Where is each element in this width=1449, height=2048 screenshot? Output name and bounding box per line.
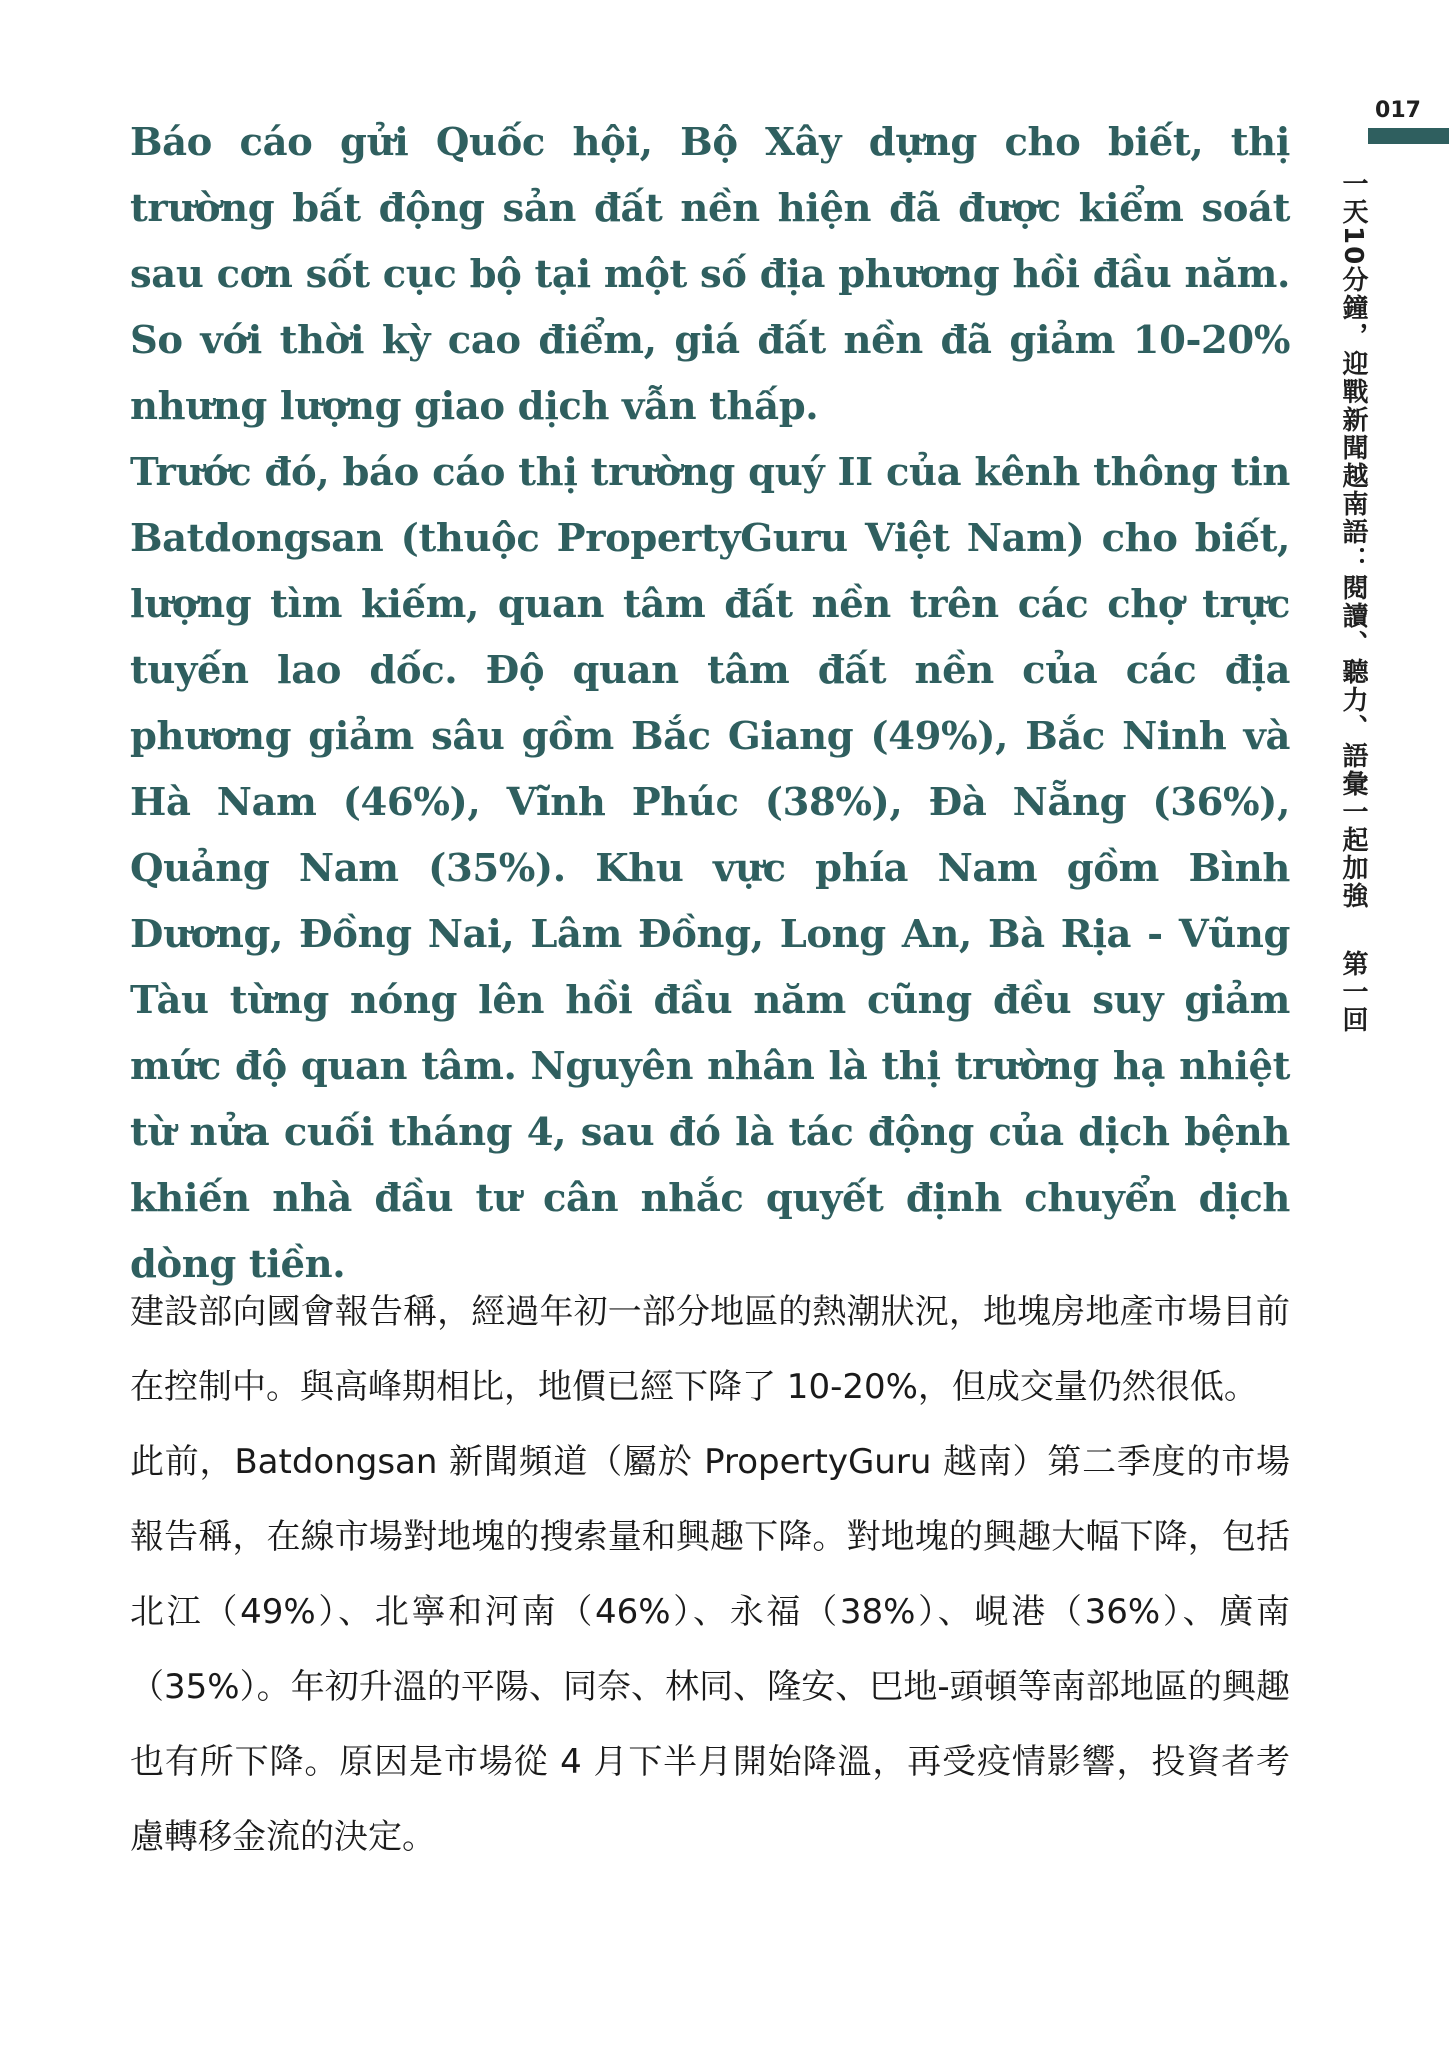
running-side-title xyxy=(1328,170,1378,1110)
chapter-label: 第一回 xyxy=(1338,950,1368,1035)
chinese-translation-block xyxy=(130,1275,1290,1875)
vietnamese-paragraph: Trước đó, báo cáo thị trường quý II của kênh thông tin Batdongsan (thuộc PropertyGuru Việt Nam) cho biết, lượng tìm kiếm, quan tâm đất nền trên các chợ trực tuyến lao dốc. Độ quan tâm đất nền của các địa phương giảm sâu gồm Bắc Giang (49%), Bắc Ninh và Hà Nam (46%), Vĩnh Phúc (38%), Đà Nẵng (36%), Quảng Nam (35%). Khu vực phía Nam gồm Bình Dương, Đồng Nai, Lâm Đồng, Long An, Bà Rịa - Vũng Tàu từng nóng lên hồi đầu năm cũng đều suy giảm mức độ quan tâm. Nguyên nhân là thị trường hạ nhiệt từ nửa cuối tháng 4, sau đó là tác động của dịch bệnh khiến nhà đầu tư cân nhắc quyết định chuyển dịch dòng tiền. xyxy=(130,450,1290,1287)
vietnamese-text-block xyxy=(130,110,1290,1298)
chapter-tab-bar xyxy=(1368,128,1449,144)
chinese-paragraph: 建設部向國會報告稱，經過年初一部分地區的熱潮狀況，地塊房地產市場目前在控制中。與高峰期相比，地價已經下降了 10-20%，但成交量仍然很低。 xyxy=(130,1292,1290,1407)
vietnamese-paragraph: Báo cáo gửi Quốc hội, Bộ Xây dựng cho biết, thị trường bất động sản đất nền hiện đã được kiểm soát sau cơn sốt cục bộ tại một số địa phương hồi đầu năm. So với thời kỳ cao điểm, giá đất nền đã giảm 10-20% nhưng lượng giao dịch vẫn thấp. xyxy=(130,120,1290,429)
chinese-paragraph: 此前，Batdongsan 新聞頻道（屬於 PropertyGuru 越南）第二季度的市場報告稱，在線市場對地塊的搜索量和興趣下降。對地塊的興趣大幅下降，包括北江（49%）、北寧和河南（46%）、永福（38%）、峴港（36%）、廣南（35%）。年初升溫的平陽、同奈、林同、隆安、巴地-頭頓等南部地區的興趣也有所下降。原因是市場從 4 月下半月開始降溫，再受疫情影響，投資者考慮轉移金流的決定。 xyxy=(130,1442,1290,1857)
book-title: 一天10分鐘，迎戰新聞越南語：閱讀、聽力、語彙一起加強 xyxy=(1338,170,1368,911)
page-number: 017 xyxy=(1375,98,1421,123)
